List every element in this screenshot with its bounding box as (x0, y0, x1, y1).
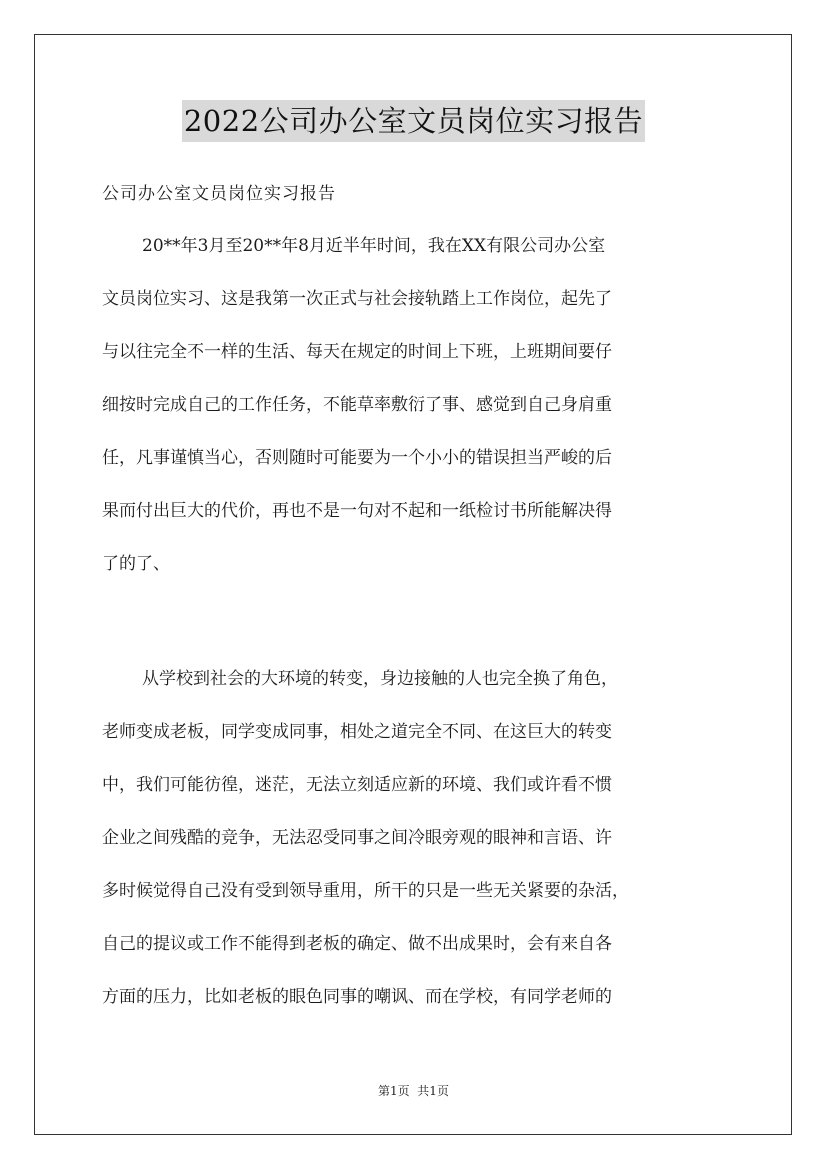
paragraph-line: 果而付出巨大的代价，再也不是一句对不起和一纸检讨书所能解决得 (102, 501, 612, 521)
paragraph-line: 多时候觉得自己没有受到领导重用，所干的只是一些无关紧要的杂活， (102, 881, 629, 901)
paragraph-line: 20**年3月至20**年8月近半年时间，我在XX有限公司办公室 (142, 236, 606, 256)
paragraph-line: 企业之间残酷的竞争，无法忍受同事之间冷眼旁观的眼神和言语、许 (102, 828, 612, 848)
paragraph-line: 细按时完成自己的工作任务，不能草率敷衍了事、感觉到自己身肩重 (102, 395, 612, 415)
page-number: 第1页 共1页 (378, 1084, 449, 1098)
paragraph-line: 方面的压力，比如老板的眼色同事的嘲讽、而在学校，有同学老师的 (102, 987, 612, 1007)
title-container (0, 100, 827, 142)
paragraph-line: 自己的提议或工作不能得到老板的确定、做不出成果时，会有来自各 (102, 934, 612, 954)
paragraph-line: 文员岗位实习、这是我第一次正式与社会接轨踏上工作岗位，起先了 (102, 289, 612, 309)
paragraph-line: 与以往完全不一样的生活、每天在规定的时间上下班，上班期间要仔 (102, 342, 612, 362)
paragraph-line: 了的了、 (102, 554, 170, 574)
page-footer (0, 1082, 827, 1100)
document-subtitle: 公司办公室文员岗位实习报告 (102, 184, 336, 204)
paragraph-line: 任，凡事谨慎当心，否则随时可能要为一个小小的错误担当严峻的后 (102, 448, 612, 468)
document-title: 2022公司办公室文员岗位实习报告 (182, 100, 645, 142)
paragraph-line: 从学校到社会的大环境的转变，身边接触的人也完全换了角色， (142, 669, 618, 689)
paragraph-line: 老师变成老板，同学变成同事，相处之道完全不同、在这巨大的转变 (102, 722, 612, 742)
paragraph-line: 中，我们可能彷徨，迷茫，无法立刻适应新的环境、我们或许看不惯 (102, 775, 612, 795)
